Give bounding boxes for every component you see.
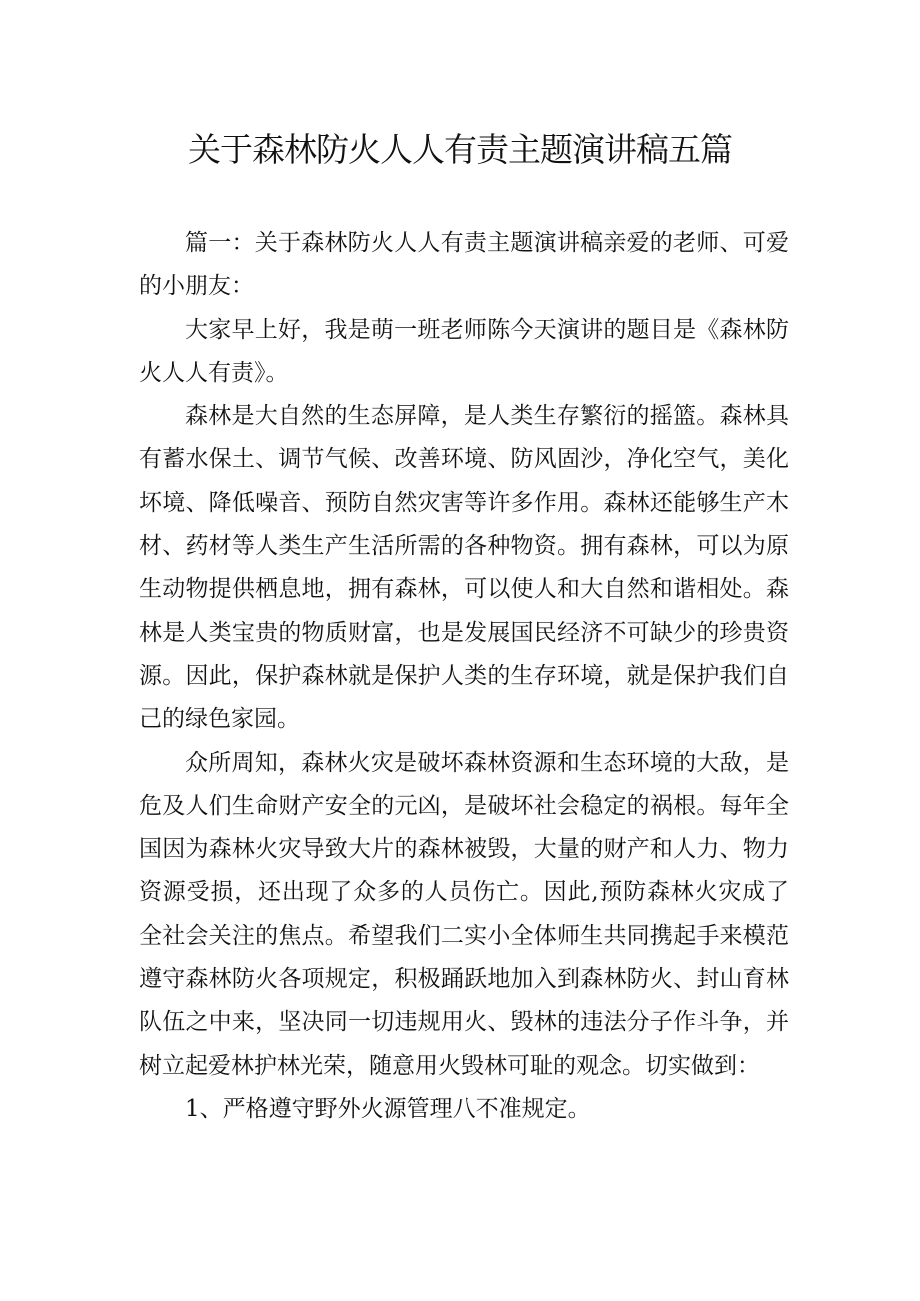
paragraph-forest-fire: 众所周知，森林火灾是破坏森林资源和生态环境的大敌，是危及人们生命财产安全的元凶，是破坏社会稳定的祸根。每年全国因为森林火灾导致大片的森林被毁，大量的财产和人力、物力资源受损，还出现了众多的人员伤亡。因此,预防森林火灾成了全社会关注的焦点。希望我们二实小全体师生共同携起手来模范遵守森林防火各项规定，积极踊跃地加入到森林防火、封山育林队伍之中来，坚决同一切违规用火、毁林的违法分子作斗争，并树立起爱林护林光荣，随意用火毁林可耻的观念。切实做到： [139, 749, 789, 1079]
paragraph-greeting: 篇一：关于森林防火人人有责主题演讲稿亲爱的老师、可爱的小朋友： [139, 230, 789, 300]
list-item-rule-1: 1、严格遵守野外火源管理八不准规定。 [185, 1095, 591, 1122]
paragraph-intro: 大家早上好，我是萌一班老师陈今天演讲的题目是《森林防火人人有责》。 [139, 316, 789, 386]
paragraph-forest-value: 森林是大自然的生态屏障，是人类生存繁衍的摇篮。森林具有蓄水保土、调节气候、改善环境、防风固沙，净化空气，美化坏境、降低噪音、预防自然灾害等许多作用。森林还能够生产木材、药材等人类生产生活所需的各种物资。拥有森林，可以为原生动物提供栖息地，拥有森林，可以使人和大自然和谐相处。森林是人类宝贵的物质财富，也是发展国民经济不可缺少的珍贵资源。因此，保护森林就是保护人类的生存环境，就是保护我们自己的绿色家园。 [139, 403, 789, 733]
document-body [139, 222, 789, 1131]
document-title: 关于森林防火人人有责主题演讲稿五篇 [188, 130, 732, 169]
